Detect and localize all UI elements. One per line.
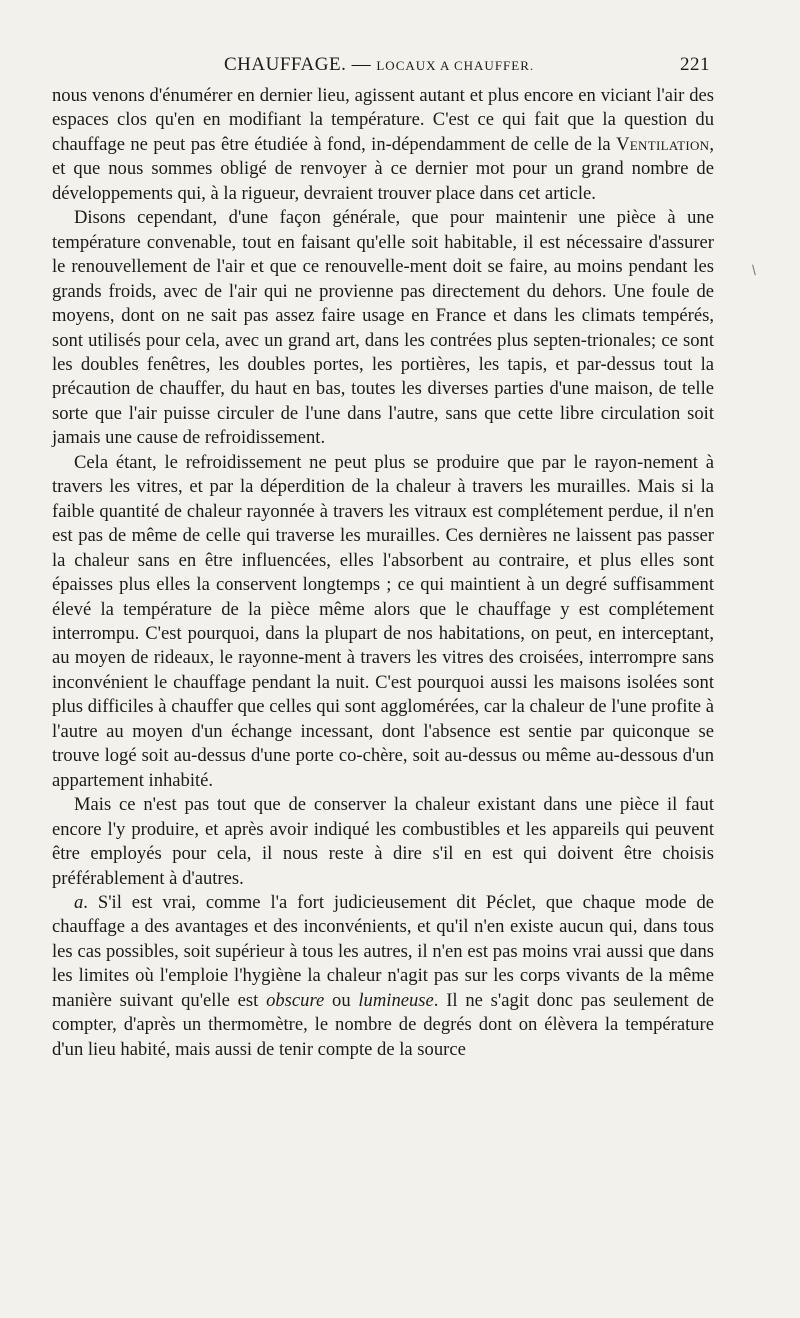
paragraph xyxy=(52,84,714,206)
paragraph xyxy=(52,206,714,451)
text-run: , et que nous sommes obligé de renvoyer à ce dernier mot pour un grand nombre de développements qui, à la rigueur, devraient trouver place dans cet article. xyxy=(52,133,714,204)
body-text xyxy=(52,84,714,1062)
text-run: . S'il est vrai, comme l'a fort judicieusement dit Péclet, que chaque mode de chauffage a des avantages et des inconvénients, et qu'il n'en existe aucun qui, dans tous les cas possibles, soit supérieur à tous les autres, il n'en est pas moins vrai aussi que dans les limites où l'emploie l'hygiène la chaleur n'agit pas sur les corps vivants de la même manière suivant qu'elle est xyxy=(52,891,714,1011)
italic-term: a xyxy=(74,891,84,913)
page-number: 221 xyxy=(680,54,710,75)
text-run: . Il ne s'agit donc pas seulement de compter, d'après un thermomètre, le nombre de degrés dont on élèvera la température d'un lieu habité, mais aussi de tenir compte de la source xyxy=(52,989,715,1060)
italic-term: lumineuse xyxy=(358,989,434,1011)
text-run: Disons cependant, d'une façon générale, que pour maintenir une pièce à une température convenable, tout en faisant qu'elle soit habitable, il est nécessaire d'assurer le renouvellement de l'air et que ce renouvelle-ment doit se faire, au moins pendant les grands froids, avec de l'air qui ne provienne pas directement du dehors. Une foule de moyens, dont on ne sait pas assez faire usage en France et dans les climats tempérés, sont utilisés pour cela, avec un grand art, dans les contrées plus septen-trionales; ce sont les doubles fenêtres, les doubles portes, les portières, les tapis, et par-dessus tout la précaution de chauffer, du haut en bas, toutes les diverses parties d'une maison, de telle sorte que l'air puisse circuler de l'une dans l'autre, sans que cette libre circulation soit jamais une cause de refroidissement. xyxy=(52,207,714,449)
paragraph xyxy=(52,891,714,1062)
text-run: Cela étant, le refroidissement ne peut plus se produire que par le rayon-nement à travers les vitres, et par la déperdition de la chaleur à travers les murailles. Mais si la faible quantité de chaleur rayonnée à travers les vitraux est complétement perdue, il n'en est pas de même de celle qui traverse les murailles. Ces dernières ne laissent pas passer la chaleur sans en être influencées, elles l'absorbent au contraire, et plus elles sont épaisses plus elles la conservent longtemps ; ce qui maintient à un degré suffisamment élevé la température de la pièce même alors que le chauffage y est complétement interrompu. C'est pourquoi, dans la plupart de nos habitations, on peut, en interceptant, au moyen de rideaux, le rayonne-ment à travers les vitres des croisées, interrompre sans inconvénient le chauffage pendant la nuit. C'est pourquoi aussi les maisons isolées sont plus difficiles à chauffer que celles qui sont agglomérées, car la chaleur de l'une profite à l'autre au moyen d'un échange incessant, dont l'absence est sentie par quiconque se trouve logé soit au-dessus d'une porte co-chère, soit au-dessus ou même au-dessous d'un appartement inhabité. xyxy=(52,451,714,791)
header-title: CHAUFFAGE. xyxy=(224,54,347,75)
text-run: Mais ce n'est pas tout que de conserver la chaleur existant dans une pièce il faut encore l'y produire, et après avoir indiqué les combustibles et les appareils qui peuvent être employés pour cela, il nous reste à dire s'il en est qui doivent être choisis préférablement à d'autres. xyxy=(52,794,714,889)
paragraph xyxy=(52,451,714,793)
book-page xyxy=(52,50,714,1062)
header-subtitle: LOCAUX A CHAUFFER. xyxy=(376,58,535,73)
margin-mark: / xyxy=(748,262,760,278)
running-head xyxy=(224,54,534,76)
text-run: ou xyxy=(324,989,359,1011)
paragraph xyxy=(52,793,714,891)
small-caps-term: Ventilation xyxy=(616,133,710,155)
italic-term: obscure xyxy=(266,989,325,1011)
page-header xyxy=(52,50,714,84)
header-dash: — xyxy=(351,54,372,75)
text-run: nous venons d'énumérer en dernier lieu, agissent autant et plus encore en viciant l'air des espaces clos qu'en en modifiant la température. C'est ce qui fait que la question du chauffage ne peut pas être étudiée à fond, in-dépendamment de celle de la xyxy=(52,85,714,155)
